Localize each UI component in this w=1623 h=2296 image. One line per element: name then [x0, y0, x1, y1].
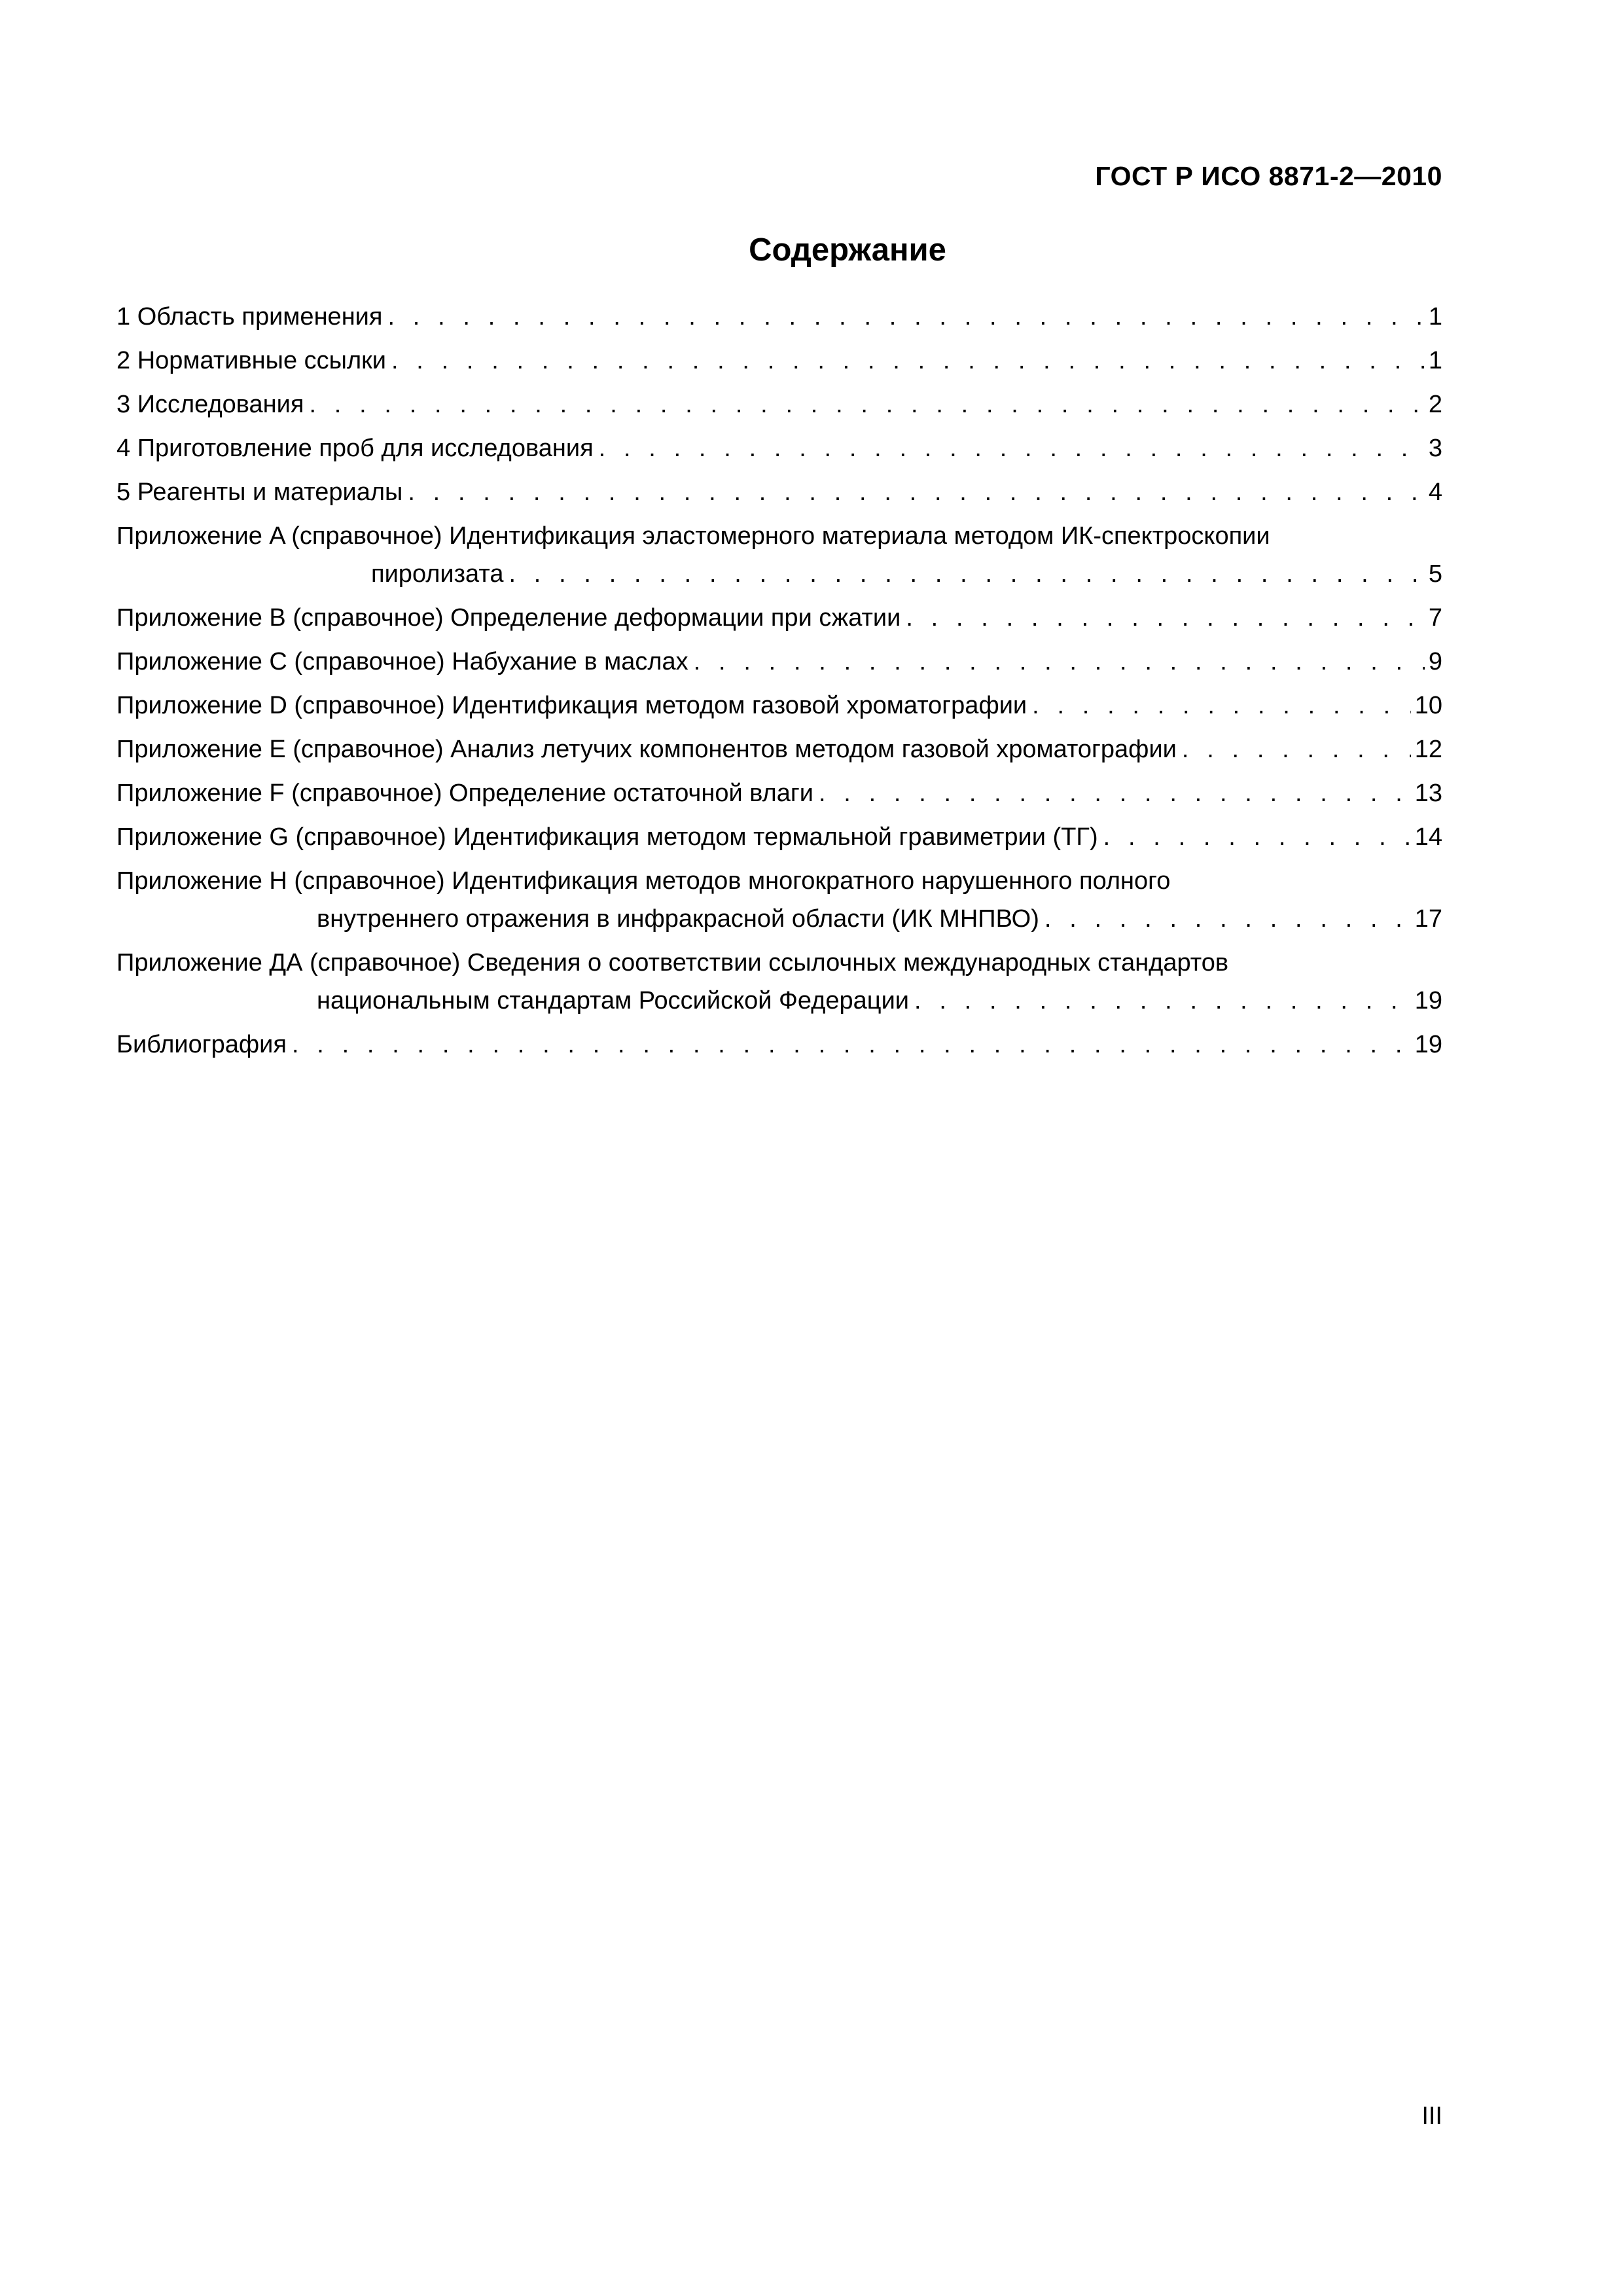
dot-leader [387, 298, 1424, 336]
dot-leader [1032, 687, 1411, 725]
toc-entry-annex-h[interactable] [116, 862, 1442, 938]
toc-entry-normative-references[interactable] [116, 342, 1442, 380]
toc-entry-label-continued: национальным стандартам Российской Федерации [317, 987, 910, 1014]
toc-entry-label: 1 Область применения [116, 303, 383, 331]
toc-entry-page: 1 [1428, 347, 1442, 374]
toc-entry-page: 5 [1428, 560, 1442, 588]
toc-entry-annex-b[interactable] [116, 599, 1442, 637]
toc-entry-label: Приложение E (справочное) Анализ летучих компонентов методом газовой хроматографии [116, 736, 1177, 763]
dot-leader [408, 473, 1425, 511]
toc-entry-scope[interactable] [116, 298, 1442, 336]
dot-leader [391, 342, 1425, 380]
toc-title: Содержание [749, 232, 946, 268]
toc-entry-page: 19 [1414, 1031, 1442, 1058]
toc-entry-bibliography[interactable] [116, 1026, 1442, 1064]
toc-entry-label: Библиография [116, 1031, 287, 1058]
dot-leader [309, 386, 1424, 423]
document-code: ГОСТ Р ИСО 8871-2—2010 [1095, 161, 1442, 191]
toc-entry-annex-da[interactable] [116, 944, 1442, 1020]
dot-leader [694, 643, 1425, 681]
toc-entry-page: 3 [1428, 435, 1442, 462]
toc-entry-annex-a[interactable] [116, 517, 1442, 593]
toc-entry-page: 12 [1414, 736, 1442, 763]
toc-entry-label: Приложение G (справочное) Идентификация методом термальной гравиметрии (ТГ) [116, 823, 1098, 851]
dot-leader [508, 555, 1424, 593]
toc-entry-label: Приложение B (справочное) Определение деформации при сжатии [116, 604, 901, 632]
toc-entry-annex-d[interactable] [116, 687, 1442, 725]
toc-entry-label: Приложение C (справочное) Набухание в маслах [116, 648, 688, 675]
dot-leader [906, 599, 1425, 637]
table-of-contents [116, 298, 1442, 1069]
toc-entry-label: Приложение ДА (справочное) Сведения о соответствии ссылочных международных стандартов [116, 949, 1229, 977]
toc-entry-annex-g[interactable] [116, 818, 1442, 856]
toc-entry-label: Приложение F (справочное) Определение остаточной влаги [116, 780, 813, 807]
toc-entry-page: 19 [1414, 987, 1442, 1014]
toc-entry-label-continued: внутреннего отражения в инфракрасной области (ИК МНПВО) [317, 905, 1039, 933]
toc-entry-tests[interactable] [116, 386, 1442, 423]
toc-entry-label: 2 Нормативные ссылки [116, 347, 386, 374]
toc-entry-annex-c[interactable] [116, 643, 1442, 681]
toc-entry-page: 2 [1428, 391, 1442, 418]
dot-leader [1103, 818, 1411, 856]
dot-leader [819, 774, 1411, 812]
dot-leader [914, 982, 1411, 1020]
toc-entry-reagents[interactable] [116, 473, 1442, 511]
toc-entry-page: 1 [1428, 303, 1442, 331]
toc-entry-page: 7 [1428, 604, 1442, 632]
toc-entry-sample-preparation[interactable] [116, 429, 1442, 467]
dot-leader [1044, 900, 1411, 938]
toc-entry-page: 17 [1414, 905, 1442, 933]
toc-entry-page: 10 [1414, 692, 1442, 719]
toc-entry-annex-f[interactable] [116, 774, 1442, 812]
toc-entry-label: 5 Реагенты и материалы [116, 478, 403, 506]
toc-entry-label: Приложение H (справочное) Идентификация методов многократного нарушенного полного [116, 867, 1171, 895]
page-number: III [1421, 2102, 1442, 2130]
toc-entry-label: 4 Приготовление проб для исследования [116, 435, 594, 462]
toc-entry-label: Приложение A (справочное) Идентификация эластомерного материала методом ИК-спектроскопии [116, 522, 1270, 550]
toc-entry-page: 4 [1428, 478, 1442, 506]
dot-leader [599, 429, 1425, 467]
toc-entry-page: 13 [1414, 780, 1442, 807]
toc-entry-label-continued: пиролизата [371, 560, 504, 588]
toc-entry-page: 9 [1428, 648, 1442, 675]
toc-entry-label: Приложение D (справочное) Идентификация методом газовой хроматографии [116, 692, 1027, 719]
dot-leader [292, 1026, 1411, 1064]
toc-entry-label: 3 Исследования [116, 391, 304, 418]
toc-entry-annex-e[interactable] [116, 730, 1442, 768]
dot-leader [1182, 730, 1411, 768]
toc-entry-page: 14 [1414, 823, 1442, 851]
